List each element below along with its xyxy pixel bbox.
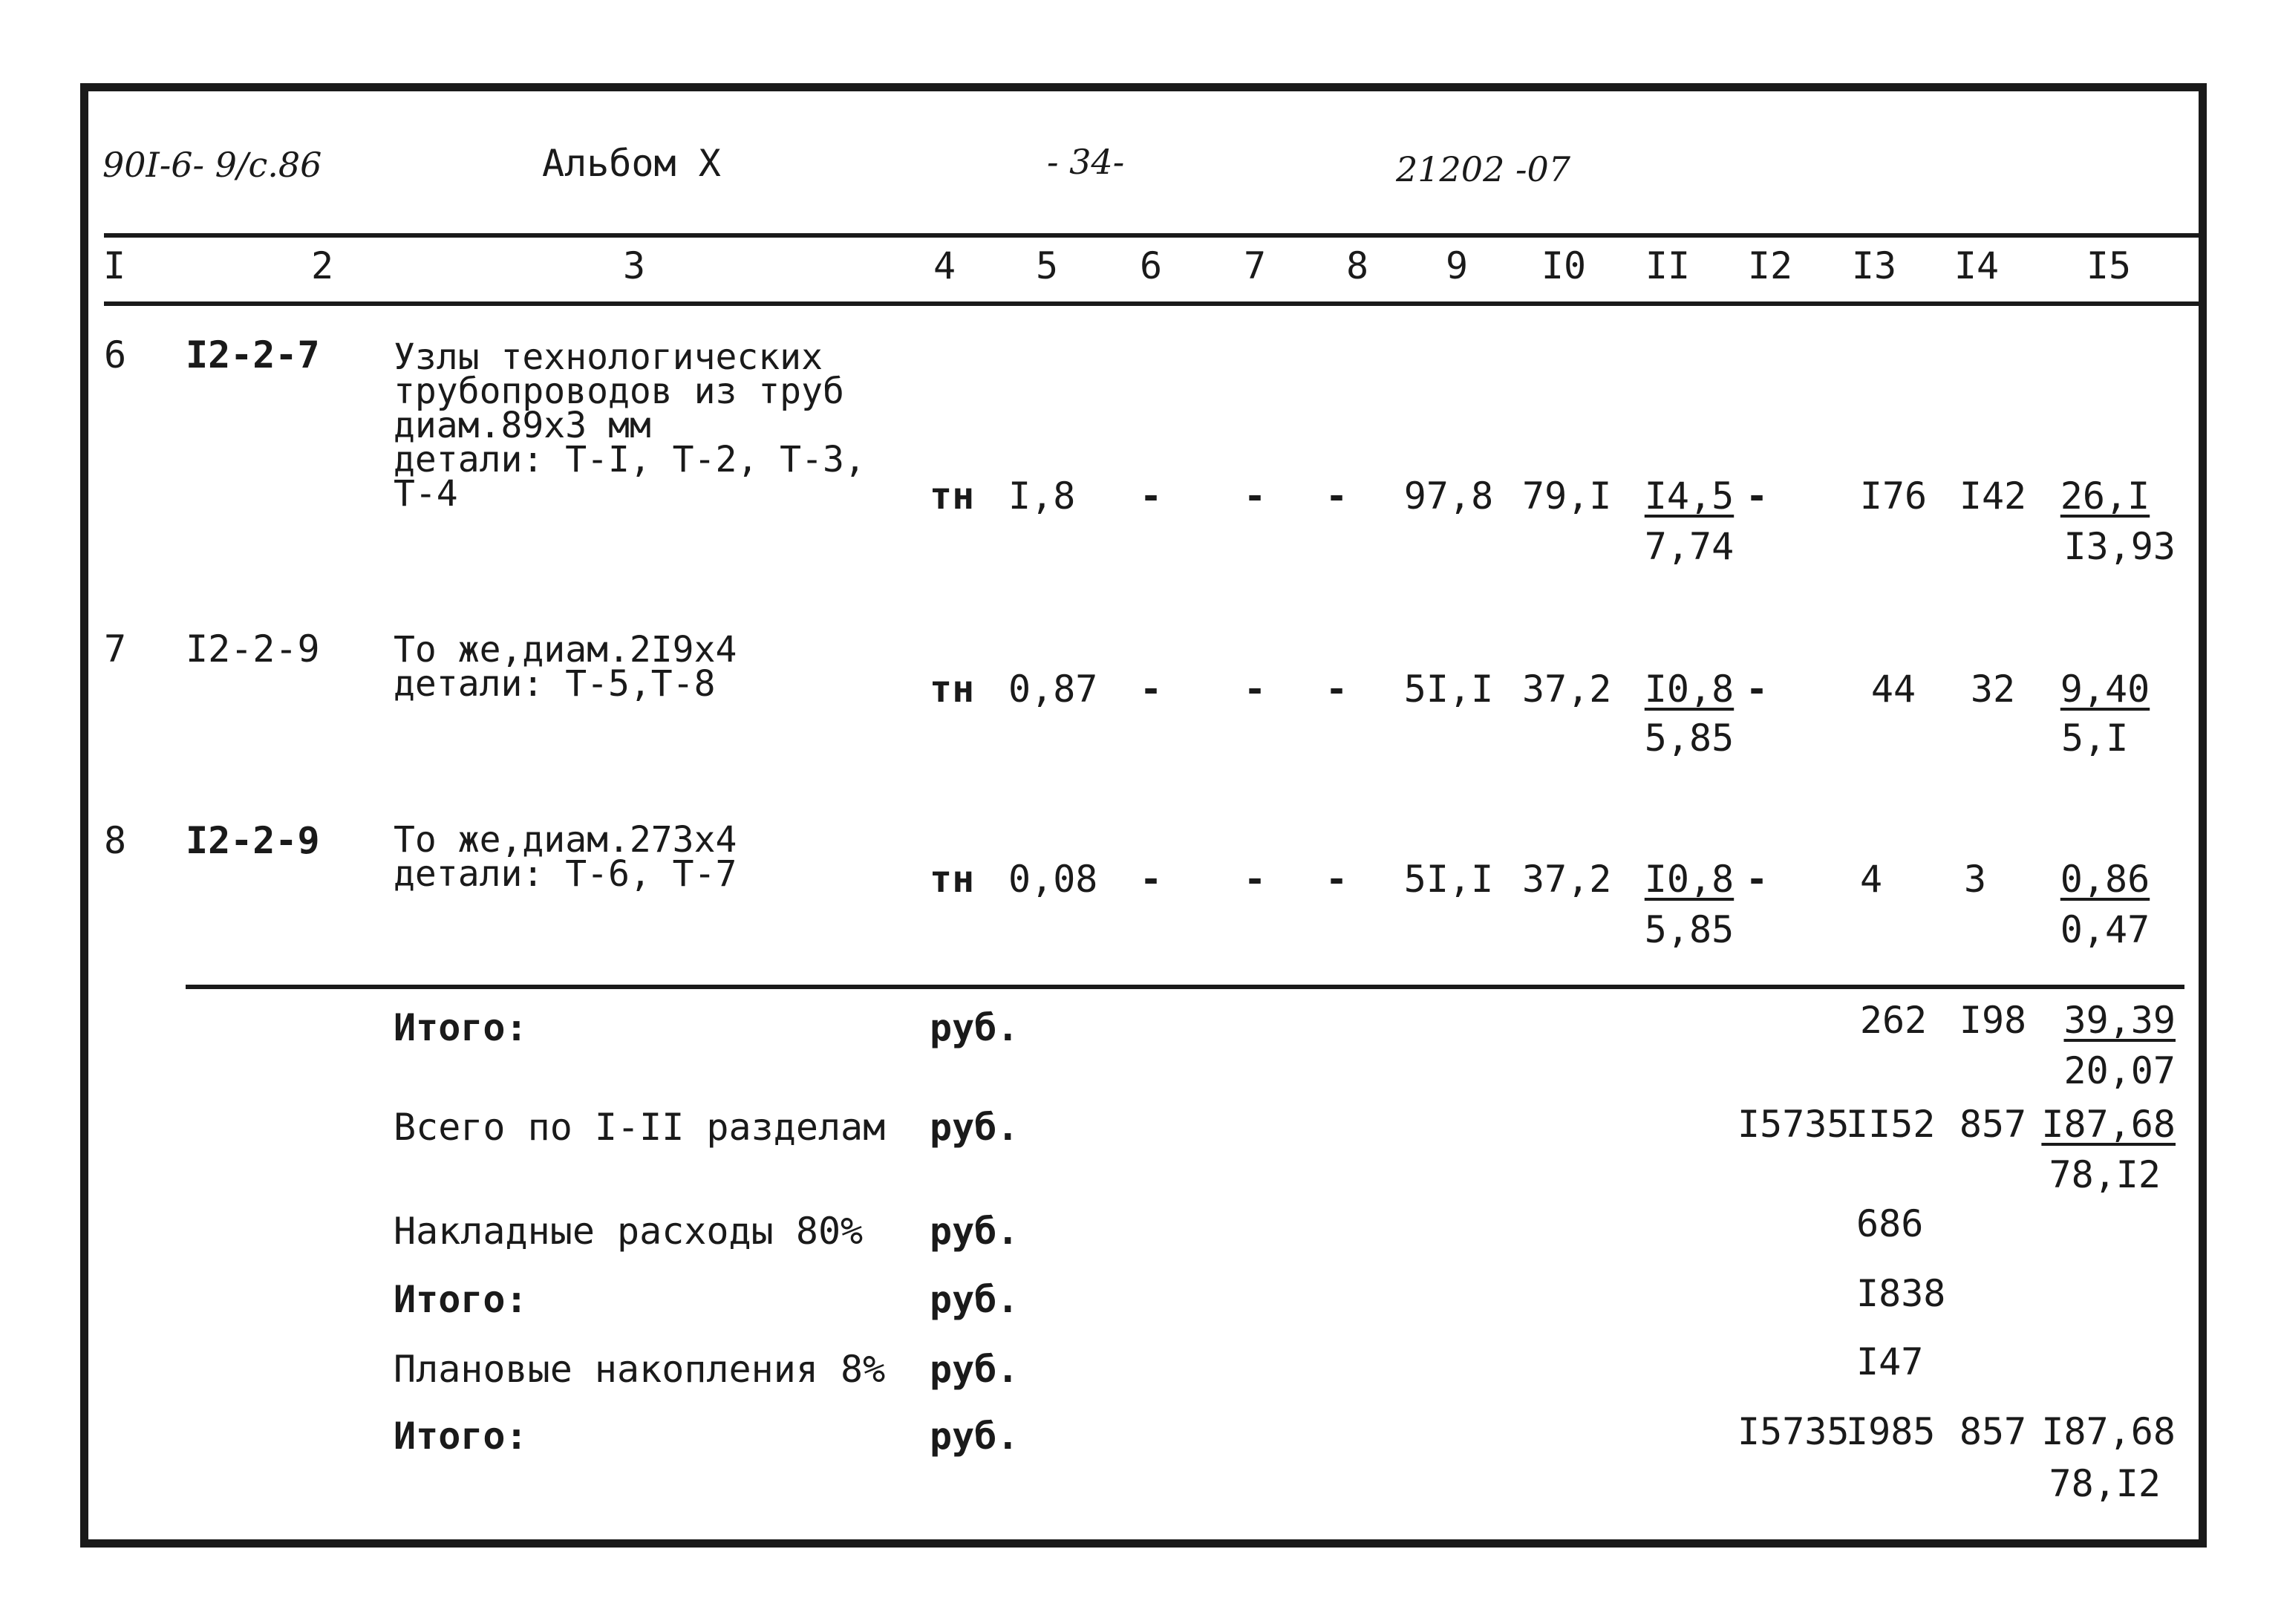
summary-unit: руб. [930, 1278, 1019, 1321]
cell-col15-bottom: 5,I [2061, 717, 2129, 760]
cell-col12: - [1745, 475, 1769, 518]
cell-col15-top: 9,40 [2060, 668, 2150, 711]
summary-col13: I47 [1856, 1340, 1924, 1383]
row-number: 7 [104, 627, 127, 671]
column-header: I4 [1954, 244, 2000, 287]
totals-rule [186, 985, 2184, 989]
cell-col10: 37,2 [1522, 858, 1612, 901]
cell-col9: 5I,I [1403, 858, 1494, 901]
column-header: 9 [1445, 244, 1469, 287]
item-description: То же,диам.2I9х4 детали: Т-5,Т-8 [394, 629, 737, 705]
cell-col14: 3 [1963, 858, 1987, 901]
column-header: 3 [622, 244, 646, 287]
summary-unit: руб. [930, 1348, 1019, 1391]
cell-col6: - [1139, 858, 1163, 901]
summary-col15-top: 39,39 [2063, 999, 2176, 1042]
summary-label: Итого: [394, 1415, 528, 1458]
cell-col8: - [1325, 475, 1348, 518]
column-header: I0 [1541, 244, 1587, 287]
summary-label: Плановые накопления 8% [394, 1348, 886, 1391]
cell-col11-top: I0,8 [1644, 668, 1735, 711]
summary-unit: руб. [930, 1210, 1019, 1253]
summary-col13: I838 [1856, 1272, 1946, 1315]
row-number: 6 [104, 333, 127, 376]
summary-label: Всего по I-II разделам [394, 1106, 886, 1149]
column-header: I [102, 244, 126, 287]
cell-col13: I76 [1859, 475, 1928, 518]
document-number: 21202 -07 [1396, 149, 1571, 189]
cell-col13: 4 [1859, 858, 1883, 901]
column-header: I3 [1851, 244, 1897, 287]
cell-col12: - [1745, 668, 1769, 711]
cell-col9: 97,8 [1403, 475, 1494, 518]
column-header: 6 [1139, 244, 1163, 287]
cell-col11-top: I4,5 [1644, 475, 1735, 518]
summary-label: Накладные расходы 80% [394, 1210, 864, 1253]
cell-col14: I42 [1959, 475, 2027, 518]
cell-col6: - [1139, 668, 1163, 711]
cell-col13: 44 [1870, 668, 1916, 711]
cell-col7: - [1243, 475, 1267, 518]
cell-col10: 79,I [1522, 475, 1612, 518]
page-number: - 34- [1047, 142, 1125, 182]
cell-col14: 32 [1970, 668, 2016, 711]
cell-col11-bottom: 5,85 [1644, 717, 1735, 760]
column-header: 8 [1345, 244, 1369, 287]
cell-col15-bottom: 0,47 [2060, 908, 2150, 951]
summary-col13: I985 [1846, 1410, 1936, 1453]
cell-col7: - [1243, 668, 1267, 711]
column-header: 5 [1035, 244, 1059, 287]
cell-col11-bottom: 7,74 [1644, 525, 1735, 568]
header-top-rule [104, 233, 2205, 238]
summary-col12: I5735 [1737, 1103, 1850, 1146]
cell-col9: 5I,I [1403, 668, 1494, 711]
cell-col15-bottom: I3,93 [2063, 525, 2176, 568]
cell-col15-top: 26,I [2060, 475, 2150, 518]
cell-col8: - [1325, 858, 1348, 901]
summary-col13: II52 [1846, 1103, 1936, 1146]
summary-col14: 857 [1959, 1410, 2027, 1453]
summary-col15-bottom: 20,07 [2063, 1049, 2176, 1092]
summary-col15-top: I87,68 [2041, 1103, 2176, 1146]
summary-col14: 857 [1959, 1103, 2027, 1146]
header-bottom-rule [104, 301, 2205, 306]
cell-col15-top: 0,86 [2060, 858, 2150, 901]
album-title: Альбом X [542, 142, 721, 185]
quantity: 0,87 [1008, 668, 1098, 711]
cell-col10: 37,2 [1522, 668, 1612, 711]
column-header: 2 [310, 244, 334, 287]
summary-unit: руб. [930, 1415, 1019, 1458]
column-header: I5 [2086, 244, 2132, 287]
cell-col11-top: I0,8 [1644, 858, 1735, 901]
summary-col12: I5735 [1737, 1410, 1850, 1453]
summary-unit: руб. [930, 1006, 1019, 1049]
cell-col12: - [1745, 858, 1769, 901]
unit: тн [930, 475, 975, 518]
doc-code: 90I-6- 9/c.86 [102, 145, 322, 185]
rate-code: I2-2-7 [186, 333, 320, 376]
summary-col13: 686 [1856, 1202, 1924, 1245]
cell-col7: - [1243, 858, 1267, 901]
column-header: 7 [1243, 244, 1267, 287]
cell-col6: - [1139, 475, 1163, 518]
item-description: Узлы технологических трубопроводов из труб диам.89х3 мм детали: Т-I, Т-2, Т-3, Т-4 [394, 336, 866, 515]
summary-col15-bottom: 78,I2 [2049, 1462, 2161, 1505]
column-header: 4 [933, 244, 956, 287]
summary-label: Итого: [394, 1006, 528, 1049]
summary-col15-bottom: 78,I2 [2049, 1153, 2161, 1196]
rate-code: I2-2-9 [186, 819, 320, 862]
summary-unit: руб. [930, 1106, 1019, 1149]
summary-col13: 262 [1859, 999, 1928, 1042]
rate-code: I2-2-9 [186, 627, 320, 671]
unit: тн [930, 668, 975, 711]
cell-col8: - [1325, 668, 1348, 711]
unit: тн [930, 858, 975, 901]
summary-label: Итого: [394, 1278, 528, 1321]
quantity: 0,08 [1008, 858, 1098, 901]
cell-col11-bottom: 5,85 [1644, 908, 1735, 951]
column-header: I2 [1747, 244, 1793, 287]
summary-col14: I98 [1959, 999, 2027, 1042]
item-description: То же,диам.273х4 детали: Т-6, Т-7 [394, 819, 737, 895]
column-header: II [1645, 244, 1691, 287]
summary-col15-top: I87,68 [2041, 1410, 2176, 1453]
row-number: 8 [104, 819, 127, 862]
quantity: I,8 [1008, 475, 1076, 518]
